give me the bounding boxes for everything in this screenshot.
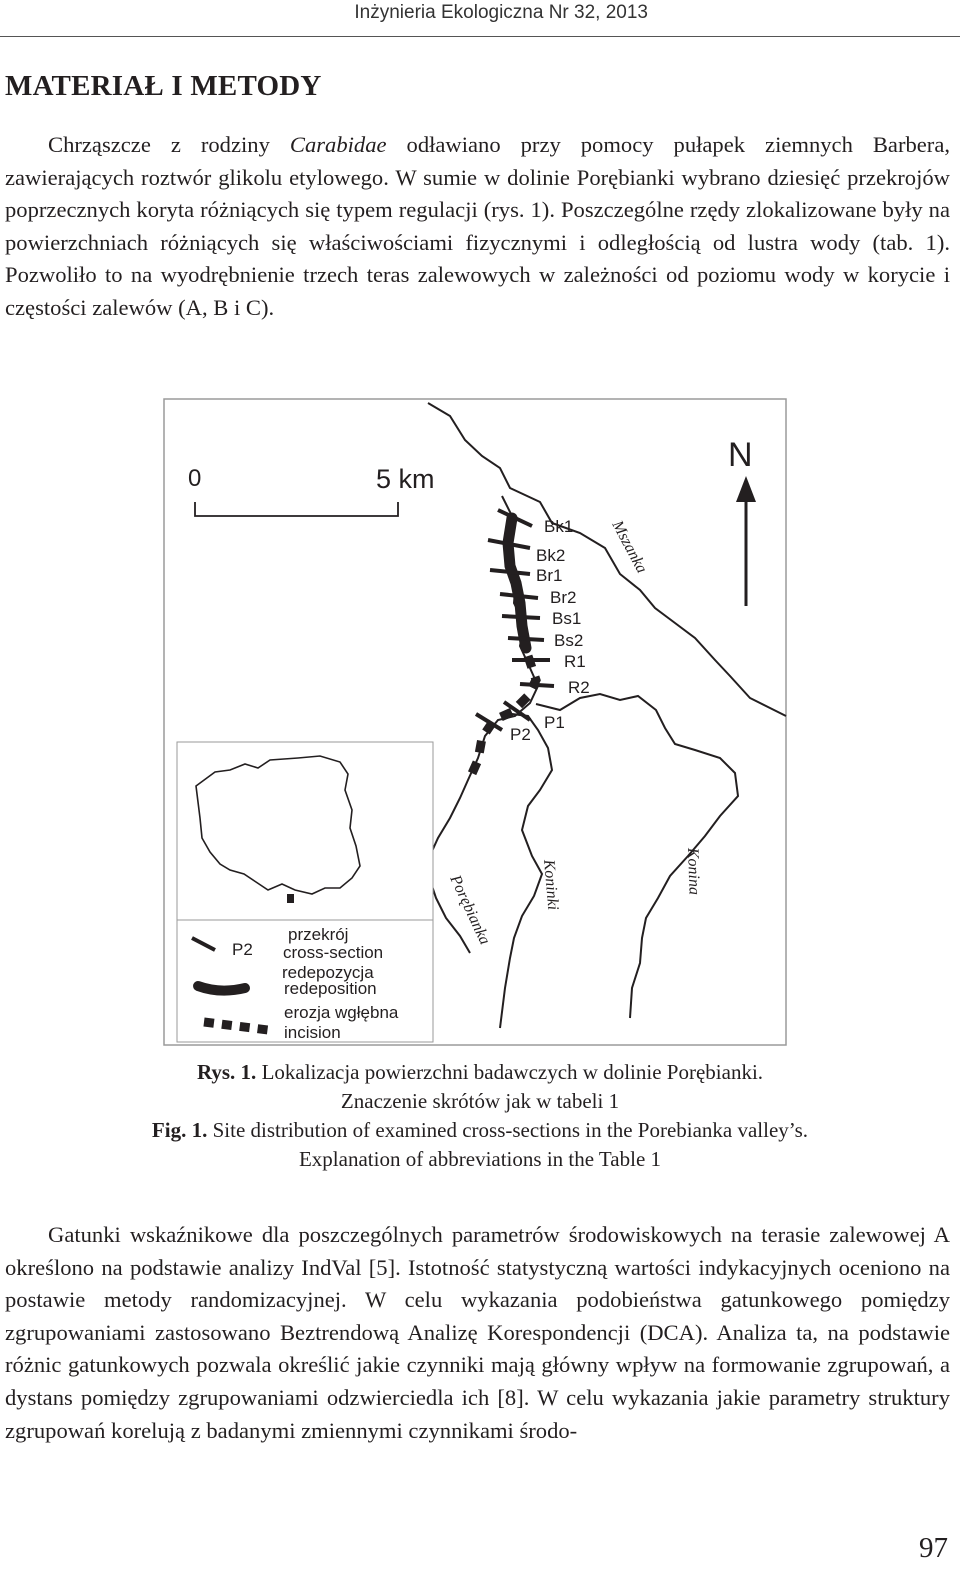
cross-section-ticks [476,510,554,730]
paragraph-text: Chrząszcze z rodziny [48,132,290,157]
site-label-bk1: Bk1 [544,517,574,536]
cross-section-br2 [500,594,538,598]
running-header: Inżynieria Ekologiczna Nr 32, 2013 [354,2,648,23]
site-label-br1: Br1 [536,566,563,585]
paragraph-indicator-species: Gatunki wskaźnikowe dla poszczególnych parametrów środowiskowych na terasie zalewowej A określono na podstawie analizy IndVal [5]. Istotność statystyczną wartości indykacyjnych oceniono na postawie metody randomizacyjnej. W celu wykazania podobieństwa gatunkowego pomiędzy zgrupowaniami zastosowano Beztrendową Analizę Korespondencji (DCA). Analiza ta, na podstawie różnic gatunkowych pozwala określić jakie czynniki mają główny wpływ na formowanie zgrupowań, a dystans pomiędzy zgrupowaniami odzwierciedla ich [8]. W celu wykazania jakie parametry struktury zgrupowań korelują z badanymi zmiennymi czynnikami środo- [5,1222,950,1443]
north-arrow-head [736,476,756,502]
caption-label-rys: Rys. 1. [196,1060,257,1084]
italic-taxon: Carabidae [289,132,387,157]
legend-cross-en: cross-section [283,943,384,962]
site-label-r2: R2 [568,678,590,697]
legend-redep-en: redeposition [284,979,377,998]
river-labels [446,517,703,947]
scale-km-label: 5 km [376,464,435,494]
site-label-bs1: Bs1 [552,609,582,628]
scale-line [195,502,398,516]
north-label: N [728,436,753,474]
caption-label-fig: Fig. 1. [151,1118,208,1142]
cross-section-br1 [490,570,530,574]
cross-section-bs2 [508,638,544,640]
redeposition-segment [508,518,526,648]
cross-section-r2 [520,684,554,686]
legend-inc-en: incision [284,1023,341,1042]
paragraph-methods [5,129,950,325]
legend-redep-pl: redepozycja [282,963,374,982]
caption-line-en-2: Explanation of abbreviations in the Table 1 [298,1147,662,1171]
legend-inc-pl: erozja wgłębna [284,1003,399,1022]
legend-cross-pl: przekrój [288,925,349,944]
caption-line-pl [0,1058,960,1087]
caption-line-pl-2: Znaczenie skrótów jak w tabeli 1 [340,1089,620,1113]
header-rule [0,36,960,37]
caption-text-en: Site distribution of examined cross-sections in the Porebianka valley’s. [207,1118,809,1142]
river-label-koninki: Koninki [540,858,562,911]
inset-frame [177,742,433,920]
caption-text-pl: Lokalizacja powierzchni badawczych w dolinie Porębianki. [256,1060,764,1084]
page-number: 97 [919,1532,948,1564]
river-konina [536,694,738,1018]
cross-section-bs1 [502,616,540,618]
caption-line-en [0,1116,960,1145]
site-label-p1: P1 [544,713,565,732]
legend-redeposition-symbol [198,986,245,991]
river-label-mszanka: Mszanka [608,517,651,577]
river-label-porebianka: Porębianka [446,872,494,948]
site-label-r1: R1 [564,652,586,671]
legend-symbol-label: P2 [232,940,253,959]
scale-zero-label: 0 [188,465,202,492]
site-label-p2: P2 [510,725,531,744]
site-label-br2: Br2 [550,588,577,607]
map-svg [160,398,800,1050]
figure-caption [0,1058,960,1174]
site-label-bs2: Bs2 [554,631,584,650]
figure-map [160,398,800,1050]
paragraph-text: odławiano przy pomocy pułapek ziemnych Barbera, zawierających roztwór glikolu etylowego. W sumie w dolinie Porębianki wybrano dziesięć przekrojów poprzecznych koryta różniących się typem regulacji (rys. 1). Poszczególne rzędy zlokalizowane były na powierzchniach różniących się właściwościami fizycznymi i odległością od lustra wody (tab. 1). Pozwoliło to na wyodrębnienie trzech teras zalewowych w zależności od poziomu wody w korycie i częstości zalewów (A, B i C). [5,132,951,320]
section-heading: MATERIAŁ I METODY [5,70,322,102]
scale-bar [188,464,435,516]
north-arrow [728,436,756,606]
inset-location-marker [287,894,294,903]
river-label-konina: Konina [684,847,703,896]
site-label-bk2: Bk2 [536,546,566,565]
